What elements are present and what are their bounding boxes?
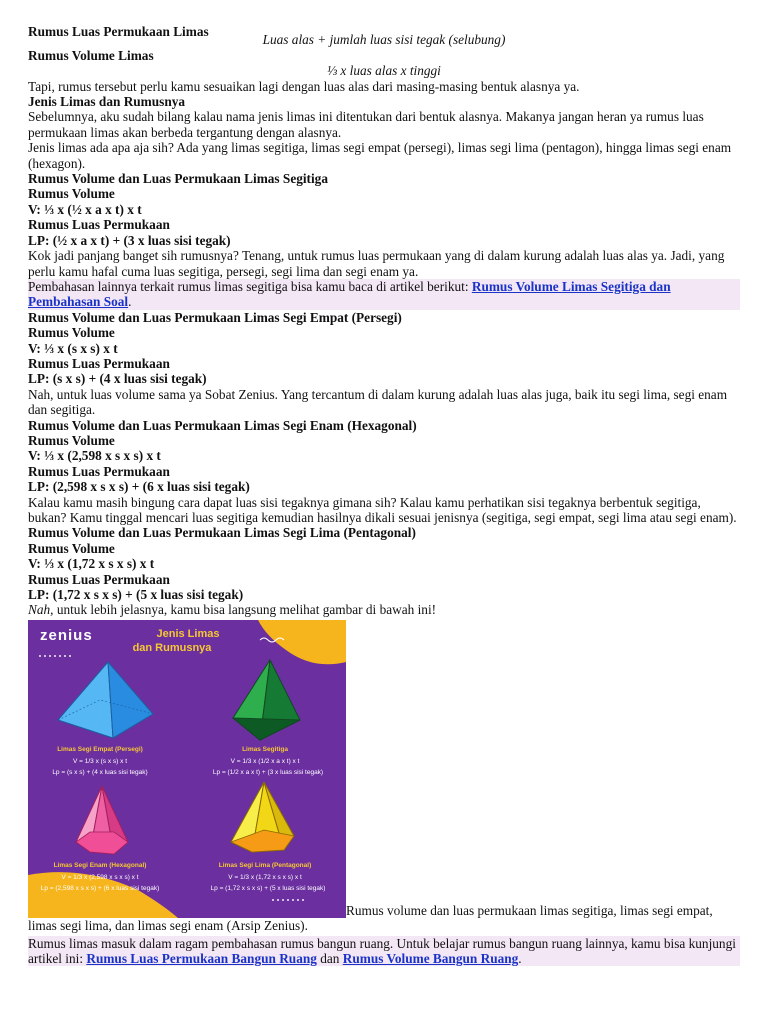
related-articles-box [28, 936, 740, 967]
heading-segi-enam: Rumus Volume dan Luas Permukaan Limas Segi Enam (Hexagonal) [28, 417, 417, 433]
formula-v-segitiga: V: ⅓ x (½ x a x t) x t [28, 201, 142, 217]
formula-fig-lp-segi-enam: Lp = (2,598 x s x s) + (6 x luas sisi tegak) [40, 884, 160, 892]
formula-v-segi-lima: V: ⅓ x (1,72 x s x s) x t [28, 556, 155, 572]
label-segitiga: Limas Segitiga [242, 745, 288, 753]
paragraph-8-text: , untuk lebih jelasnya, kamu bisa langsung melihat gambar di bawah ini! [50, 602, 437, 618]
label-rumus-volume: Rumus Volume [28, 325, 115, 341]
paragraph-1: Tapi, rumus tersebut perlu kamu sesuaikan lagi dengan luas alas dari masing-masing bentuk alasnya ya. [28, 78, 580, 94]
figure-jenis-limas [28, 620, 740, 918]
formula-fig-v-segitiga: V = 1/3 x (1/2 x a x t) x t [230, 757, 300, 765]
paragraph-7: Kalau kamu masih bingung cara dapat luas sisi tegaknya gimana sih? Kalau kamu perhatikan sisi tegaknya berbentuk segitiga, bukan? Kamu tinggal mencari luas segitiga kemudian hasilnya dikali sesuai jenisnya (segitiga, segi empat, segi lima atau segi enam). [28, 494, 737, 525]
label-rumus-lp: Rumus Luas Permukaan [28, 571, 170, 587]
paragraph-2: Sebelumnya, aku sudah bilang kalau nama jenis limas ini ditentukan dari bentuk alasnya. Makanya jangan heran ya rumus luas permukaan limas akan berbeda tergantung dengan alasnya. [28, 109, 704, 140]
infographic-image [28, 620, 346, 918]
related-mid: dan [316, 951, 343, 967]
label-segi-enam: Limas Segi Enam (Hexagonal) [53, 861, 147, 869]
formula-fig-lp-segi-empat: Lp = (s x s) + (4 x luas sisi tegak) [52, 768, 148, 776]
related-text-2: Rumus limas masuk dalam ragam pembahasan rumus bangun ruang. Untuk belajar rumus bangun ruang lainnya, kamu bisa kunjungi artikel ini: [28, 935, 736, 967]
formula-volume: ⅓ x luas alas x tinggi [327, 63, 441, 79]
infographic-title-1: Jenis Limas [156, 627, 220, 640]
formula-luas: Luas alas + jumlah luas sisi tegak (selubung) [262, 32, 506, 48]
related-end: . [128, 294, 132, 310]
link-luas-permukaan-bangun-ruang[interactable]: Rumus Luas Permukaan Bangun Ruang [86, 951, 317, 967]
label-rumus-volume: Rumus Volume [28, 186, 115, 202]
infographic-title-2: dan Rumusnya [132, 641, 212, 654]
heading-jenis: Jenis Limas dan Rumusnya [28, 94, 186, 110]
heading-segitiga: Rumus Volume dan Luas Permukaan Limas Segitiga [28, 171, 328, 187]
formula-lp-segi-enam: LP: (2,598 x s x s) + (6 x luas sisi tegak) [28, 479, 250, 495]
formula-fig-v-segi-lima: V = 1/3 x (1,72 x s x s) x t [228, 873, 302, 881]
formula-lp-segi-lima: LP: (1,72 x s x s) + (5 x luas sisi tegak) [28, 587, 244, 603]
related-text: Pembahasan lainnya terkait rumus limas segitiga bisa kamu baca di artikel berikut: [28, 278, 472, 294]
formula-fig-lp-segi-lima: Lp = (1,72 x s x s) + (5 x luas sisi tegak) [210, 884, 326, 892]
heading-persegi: Rumus Volume dan Luas Permukaan Limas Segi Empat (Persegi) [28, 309, 402, 325]
label-segi-empat: Limas Segi Empat (Persegi) [57, 745, 143, 753]
article-body [28, 24, 740, 966]
heading-volume: Rumus Volume Limas [28, 47, 154, 63]
label-rumus-lp: Rumus Luas Permukaan [28, 217, 170, 233]
heading-segi-lima: Rumus Volume dan Luas Permukaan Limas Segi Lima (Pentagonal) [28, 525, 416, 541]
link-volume-bangun-ruang[interactable]: Rumus Volume Bangun Ruang [342, 951, 519, 967]
formula-v-segi-enam: V: ⅓ x (2,598 x s x s) x t [28, 448, 161, 464]
paragraph-4: Kok jadi panjang banget sih rumusnya? Tenang, untuk rumus luas permukaan yang di dalam kurung adalah luas alas ya. Jadi, yang perlu kamu hafal cuma luas segitiga, persegi, segi lima dan segi enam ya. [28, 248, 725, 279]
paragraph-6: Nah, untuk luas volume sama ya Sobat Zenius. Yang tercantum di dalam kurung adalah luas alas juga, baik itu segi lima, segi enam dan segitiga. [28, 386, 728, 418]
label-segi-lima: Limas Segi Lima (Pentagonal) [218, 861, 312, 869]
link-limas-segitiga[interactable]: Rumus Volume Limas Segitiga dan Pembahasan Soal [28, 278, 671, 310]
figure-caption: Rumus volume dan luas permukaan limas segitiga, limas segi empat, limas segi lima, dan limas segi enam (Arsip Zenius). [28, 902, 713, 934]
formula-lp-segitiga: LP: (½ x a x t) + (3 x luas sisi tegak) [28, 232, 231, 248]
label-rumus-lp: Rumus Luas Permukaan [28, 355, 170, 371]
formula-fig-v-segi-empat: V = 1/3 x (s x s) x t [73, 757, 127, 765]
nah-emphasis: Nah [28, 602, 51, 618]
label-rumus-volume: Rumus Volume [28, 432, 115, 448]
related-end-2: . [518, 951, 522, 967]
brand-logo: zenius [40, 626, 93, 644]
formula-lp-persegi: LP: (s x s) + (4 x luas sisi tegak) [28, 371, 207, 387]
label-rumus-lp: Rumus Luas Permukaan [28, 463, 170, 479]
formula-v-persegi: V: ⅓ x (s x s) x t [28, 340, 118, 356]
heading-luas-permukaan: Rumus Luas Permukaan Limas [28, 24, 209, 39]
related-article-box [28, 279, 740, 310]
formula-fig-lp-segitiga: Lp = (1/2 x a x t) + (3 x luas sisi tegak) [212, 768, 324, 776]
paragraph-8 [28, 602, 740, 617]
label-rumus-volume: Rumus Volume [28, 540, 115, 556]
paragraph-3: Jenis limas ada apa aja sih? Ada yang limas segitiga, limas segi empat (persegi), limas segi lima (pentagon), hingga limas segi enam (hexagon). [28, 140, 732, 171]
formula-fig-v-segi-enam: V = 1/3 x (2,598 x s x s) x t [61, 873, 139, 881]
